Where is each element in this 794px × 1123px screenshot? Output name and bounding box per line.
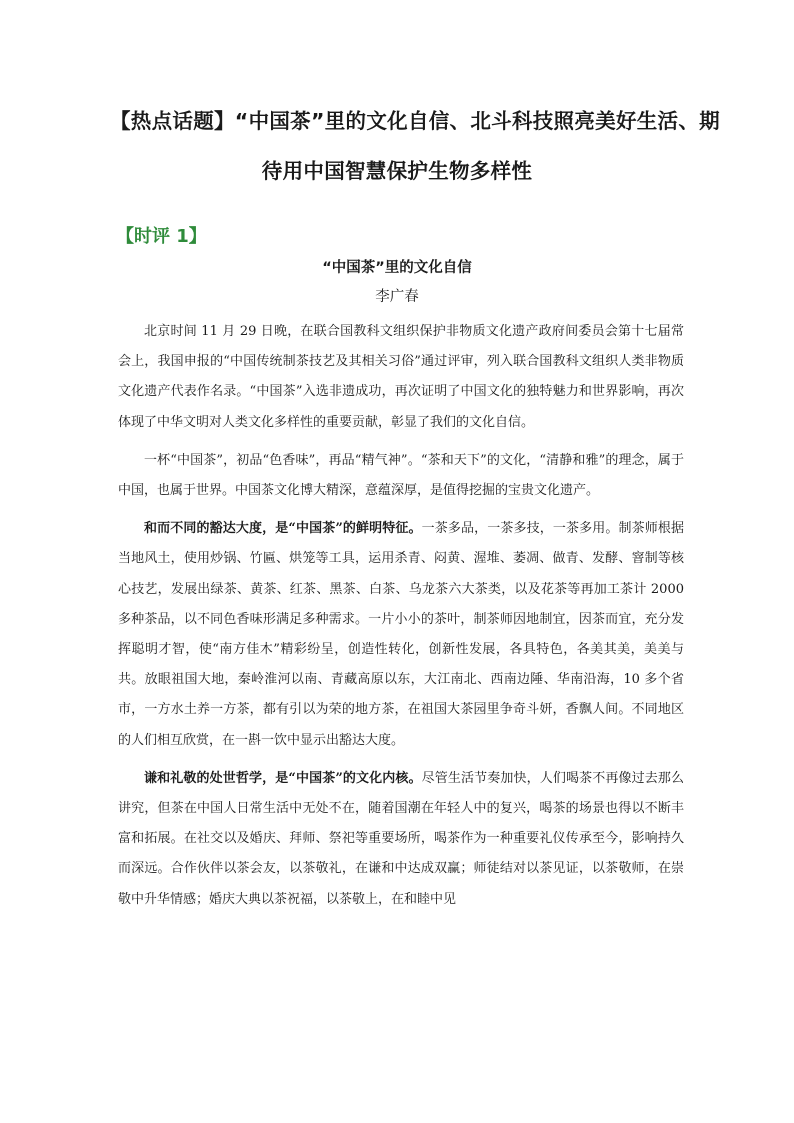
- title-line-2: 待用中国智慧保护生物多样性: [261, 159, 533, 183]
- paragraph-text: 北京时间 11 月 29 日晚，在联合国教科文组织保护非物质文化遗产政府间委员会第十七届常会上，我国申报的“中国传统制茶技艺及其相关习俗”通过评审，列入联合国教科文组织人类非物质文化遗产代表作名录。“中国茶”入选非遗成功，再次证明了中国文化的独特魅力和世界影响，再次体现了中华文明对人类文化多样性的重要贡献，彰显了我们的文化自信。: [118, 324, 684, 430]
- paragraph-text: 一杯“中国茶”，初品“色香味”，再品“精气神”。“茶和天下”的文化，“清静和雅”的理念，属于中国，也属于世界。中国茶文化博大精深，意蕴深厚，是值得挖掘的宝贵文化遗产。: [118, 452, 684, 499]
- paragraph-1: [118, 317, 684, 438]
- document-title: [110, 96, 720, 196]
- title-line-1: 【热点话题】“中国茶”里的文化自信、北斗科技照亮美好生活、期: [110, 109, 720, 133]
- article-body: [118, 317, 684, 923]
- paragraph-3: [118, 514, 684, 756]
- paragraph-2: [118, 446, 684, 506]
- paragraph-text: 一茶多品，一茶多技，一茶多用。制茶师根据当地风土，使用炒锅、竹匾、烘笼等工具，运用杀青、闷黄、渥堆、萎凋、做青、发酵、窨制等核心技艺，发展出绿茶、黄茶、红茶、黑茶、白茶、乌龙茶六大茶类，以及花茶等再加工茶计 2000 多种茶品，以不同色香味形满足多种需求。一片小小的茶叶，制茶师因地制宜，因茶而宜，充分发挥聪明才智，使“南方佳木”精彩纷呈，创造性转化，创新性发展，各具特色，各美其美，美美与共。放眼祖国大地，秦岭淮河以南、青藏高原以东，大江南北、西南边陲、华南沿海，10 多个省市，一方水土养一方茶，都有引以为荣的地方茶，在祖国大茶园里争奇斗妍，香飘人间。不同地区的人们相互欣赏，在一斟一饮中显示出豁达大度。: [118, 521, 684, 748]
- section-label: 【时评 1】: [116, 226, 207, 247]
- article-author: 李广春: [375, 289, 419, 305]
- paragraph-lead: 谦和礼敬的处世哲学，是“中国茶”的文化内核。: [144, 770, 422, 786]
- paragraph-4: [118, 764, 684, 915]
- article-title: “中国茶”里的文化自信: [322, 260, 472, 276]
- paragraph-text: 尽管生活节奏加快，人们喝茶不再像过去那么讲究，但茶在中国人日常生活中无处不在，随着国潮在年轻人中的复兴，喝茶的场景也得以不断丰富和拓展。在社交以及婚庆、拜师、祭祀等重要场所，喝茶作为一种重要礼仪传承至今，影响持久而深远。合作伙伴以茶会友，以茶敬礼，在谦和中达成双赢；师徒结对以茶见证，以茶敬师，在崇敬中升华情感；婚庆大典以茶祝福，以茶敬上，在和睦中见: [118, 770, 684, 907]
- paragraph-lead: 和而不同的豁达大度，是“中国茶”的鲜明特征。: [144, 521, 422, 537]
